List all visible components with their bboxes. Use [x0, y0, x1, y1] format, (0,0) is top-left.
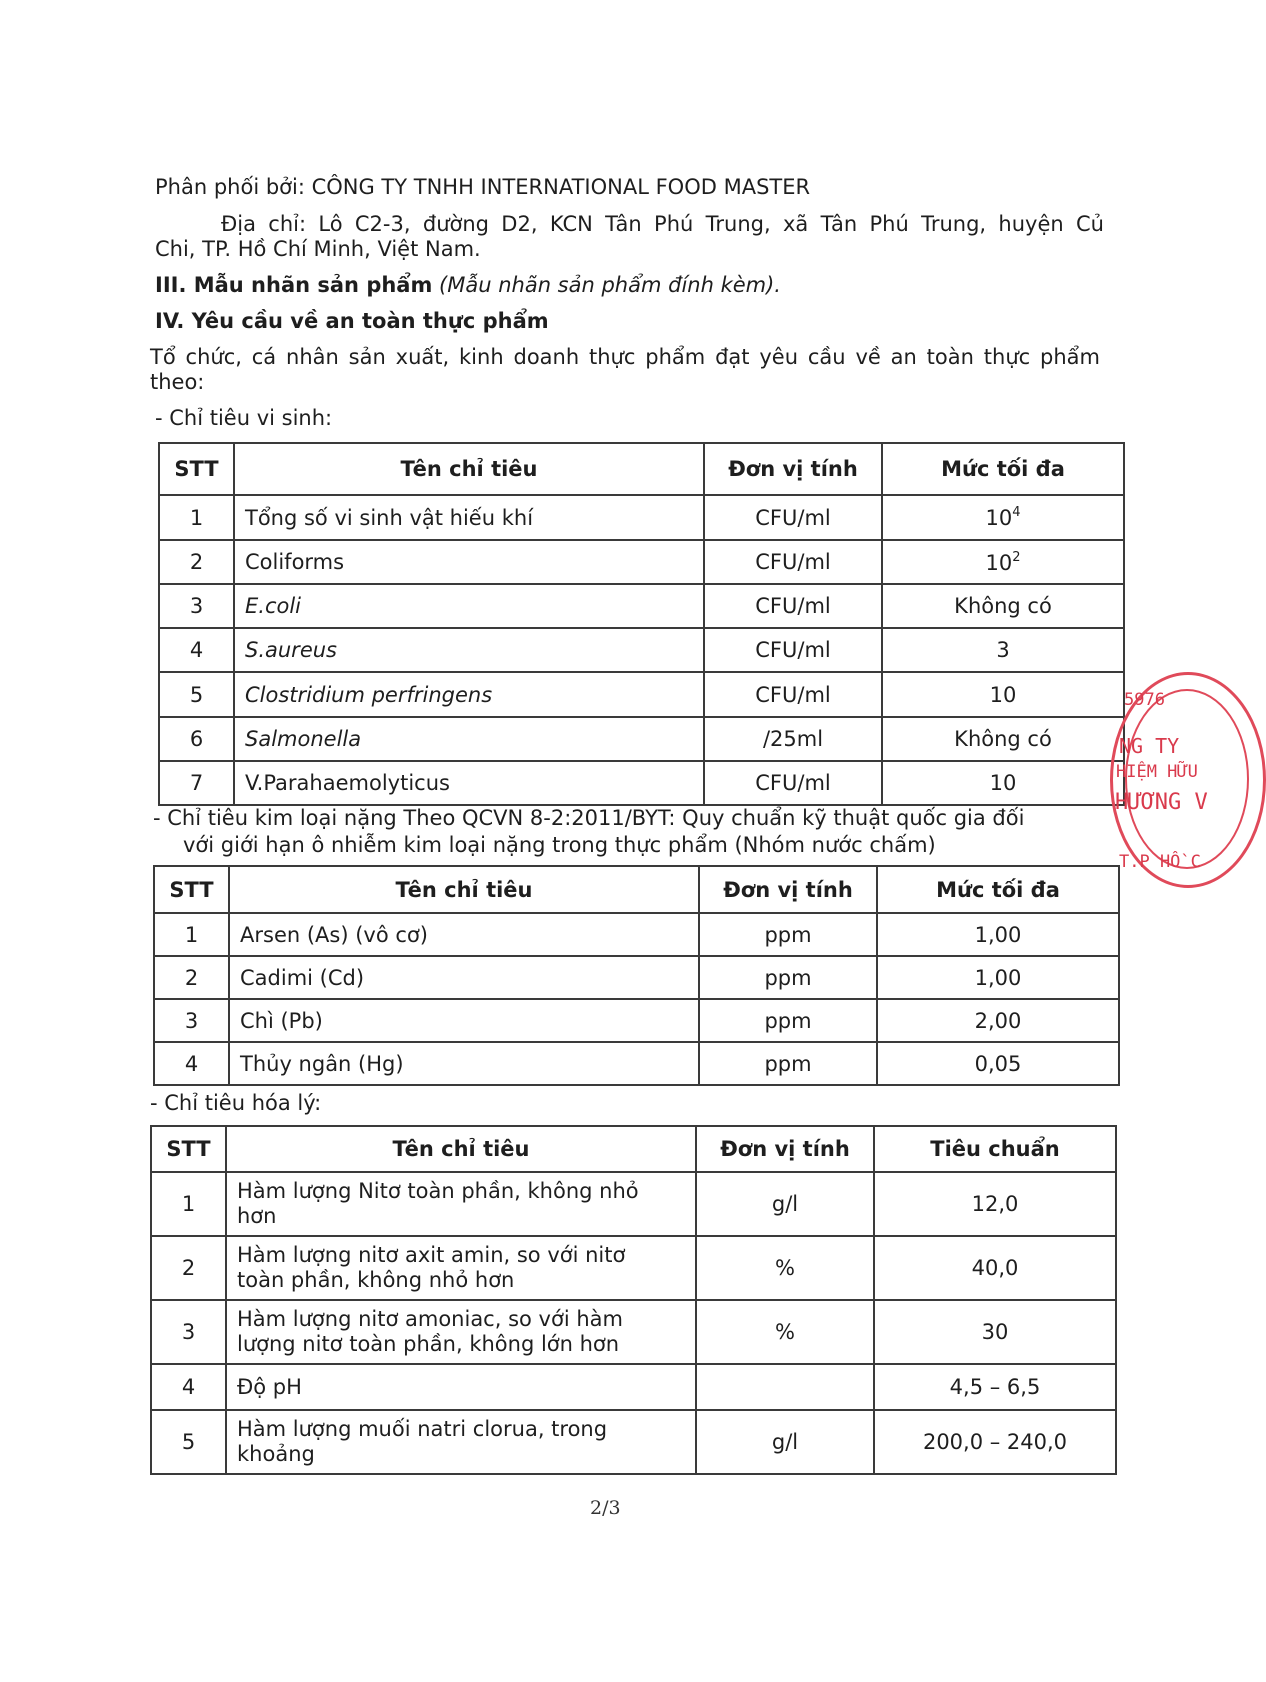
row-standard: 200,0 – 240,0 — [874, 1410, 1116, 1474]
distributor-address-line-2: Chi, TP. Hồ Chí Minh, Việt Nam. — [155, 237, 481, 261]
header-standard: Tiêu chuẩn — [874, 1126, 1116, 1172]
company-stamp — [1105, 668, 1208, 898]
table-row — [151, 1172, 1116, 1236]
row-unit: CFU/ml — [704, 761, 882, 805]
header-name: Tên chỉ tiêu — [234, 443, 704, 495]
stamp-text-line: NG TY — [1119, 734, 1180, 758]
table-row — [154, 999, 1119, 1042]
row-unit: CFU/ml — [704, 628, 882, 672]
distributor-address-line-1: Địa chỉ: Lô C2-3, đường D2, KCN Tân Phú Trung, xã Tân Phú Trung, huyện Củ — [221, 212, 1104, 236]
row-stt: 1 — [159, 495, 234, 540]
row-stt: 1 — [154, 913, 229, 956]
row-stt: 4 — [159, 628, 234, 672]
row-unit: g/l — [696, 1410, 874, 1474]
table-row — [159, 672, 1124, 717]
section-4-heading: IV. Yêu cầu về an toàn thực phẩm — [155, 309, 549, 333]
header-unit: Đơn vị tính — [699, 866, 877, 913]
row-unit: % — [696, 1300, 874, 1364]
distributor-line: Phân phối bởi: CÔNG TY TNHH INTERNATIONAL FOOD MASTER — [155, 175, 811, 199]
header-max: Mức tối đa — [877, 866, 1119, 913]
header-name: Tên chỉ tiêu — [229, 866, 699, 913]
micro-table — [158, 442, 1125, 806]
row-max — [882, 495, 1124, 540]
row-stt: 4 — [154, 1042, 229, 1085]
physchem-label: - Chỉ tiêu hóa lý: — [150, 1091, 322, 1115]
table-row — [159, 584, 1124, 628]
table-row — [154, 956, 1119, 999]
section-3-note: (Mẫu nhãn sản phẩm đính kèm). — [439, 273, 781, 297]
row-stt: 3 — [159, 584, 234, 628]
max-base: 10 — [985, 550, 1013, 575]
physchem-table — [150, 1125, 1117, 1475]
table-row — [151, 1236, 1116, 1300]
row-stt: 2 — [154, 956, 229, 999]
row-max: 3 — [882, 628, 1124, 672]
table-header-row — [154, 866, 1119, 913]
row-unit: CFU/ml — [704, 672, 882, 717]
table-row — [151, 1300, 1116, 1364]
row-standard: 40,0 — [874, 1236, 1116, 1300]
metals-table — [153, 865, 1120, 1086]
table-row — [154, 1042, 1119, 1085]
row-stt: 6 — [159, 717, 234, 761]
row-stt: 2 — [159, 540, 234, 584]
row-standard: 12,0 — [874, 1172, 1116, 1236]
row-name-line-2: khoảng — [237, 1442, 315, 1466]
row-name: E.coli — [234, 584, 704, 628]
row-stt: 2 — [151, 1236, 226, 1300]
metals-label-line-2: với giới hạn ô nhiễm kim loại nặng trong thực phẩm (Nhóm nước chấm) — [183, 833, 936, 857]
row-max: 1,00 — [877, 956, 1119, 999]
row-stt: 7 — [159, 761, 234, 805]
row-unit — [696, 1364, 874, 1410]
table-row — [159, 495, 1124, 540]
row-standard: 30 — [874, 1300, 1116, 1364]
header-name: Tên chỉ tiêu — [226, 1126, 696, 1172]
row-max: 10 — [882, 672, 1124, 717]
row-unit: ppm — [699, 1042, 877, 1085]
max-base: 10 — [985, 506, 1013, 530]
row-name-line-1: Hàm lượng muối natri clorua, trong — [237, 1417, 608, 1441]
row-max: Không có — [882, 584, 1124, 628]
table-row — [151, 1364, 1116, 1410]
table-row — [159, 628, 1124, 672]
row-name-line-1: Hàm lượng Nitơ toàn phần, không nhỏ — [237, 1179, 639, 1203]
section-3-heading-line — [155, 272, 781, 298]
row-max: 0,05 — [877, 1042, 1119, 1085]
row-max: Không có — [882, 717, 1124, 761]
row-name — [226, 1172, 696, 1236]
stamp-text-line: HƯƠNG V — [1115, 790, 1208, 815]
row-name: Chì (Pb) — [229, 999, 699, 1042]
micro-label: - Chỉ tiêu vi sinh: — [155, 406, 333, 430]
header-max: Mức tối đa — [882, 443, 1124, 495]
row-stt: 5 — [151, 1410, 226, 1474]
stamp-text-line: HIỆM HỮU — [1116, 762, 1198, 782]
row-stt: 3 — [154, 999, 229, 1042]
stamp-text-line: 5976 — [1124, 690, 1165, 710]
max-exponent: 4 — [1012, 505, 1021, 520]
row-name: Salmonella — [234, 717, 704, 761]
row-stt: 5 — [159, 672, 234, 717]
row-max: 10 — [882, 761, 1124, 805]
row-stt: 4 — [151, 1364, 226, 1410]
row-name: Cadimi (Cd) — [229, 956, 699, 999]
row-unit: CFU/ml — [704, 540, 882, 584]
row-name-line-2: lượng nitơ toàn phần, không lớn hơn — [237, 1332, 620, 1356]
table-header-row — [151, 1126, 1116, 1172]
row-name-line-2: toàn phần, không nhỏ hơn — [237, 1268, 515, 1292]
row-name — [226, 1410, 696, 1474]
row-max — [882, 540, 1124, 584]
row-name: Coliforms — [234, 540, 704, 584]
page-number: 2/3 — [590, 1497, 621, 1519]
table-row — [151, 1410, 1116, 1474]
header-unit: Đơn vị tính — [704, 443, 882, 495]
row-unit: ppm — [699, 956, 877, 999]
stamp-text-line: T.P HỒ C — [1119, 852, 1201, 872]
table-row — [159, 761, 1124, 805]
row-unit: % — [696, 1236, 874, 1300]
row-name: Arsen (As) (vô cơ) — [229, 913, 699, 956]
row-name — [226, 1236, 696, 1300]
section-4-intro-line-2: theo: — [150, 370, 205, 394]
table-row — [154, 913, 1119, 956]
row-name: V.Parahaemolyticus — [234, 761, 704, 805]
row-unit: ppm — [699, 999, 877, 1042]
row-name: S.aureus — [234, 628, 704, 672]
table-header-row — [159, 443, 1124, 495]
row-name — [226, 1300, 696, 1364]
header-stt: STT — [151, 1126, 226, 1172]
row-unit: CFU/ml — [704, 495, 882, 540]
max-exponent: 2 — [1012, 549, 1021, 565]
row-name: Clostridium perfringens — [234, 672, 704, 717]
row-unit: ppm — [699, 913, 877, 956]
header-unit: Đơn vị tính — [696, 1126, 874, 1172]
header-stt: STT — [154, 866, 229, 913]
row-name-line-2: hơn — [237, 1204, 277, 1228]
row-name-line-1: Hàm lượng nitơ axit amin, so với nitơ — [237, 1243, 626, 1267]
row-unit: g/l — [696, 1172, 874, 1236]
row-name: Độ pH — [226, 1364, 696, 1410]
row-max: 2,00 — [877, 999, 1119, 1042]
row-name-line-1: Hàm lượng nitơ amoniac, so với hàm — [237, 1307, 623, 1331]
row-name: Tổng số vi sinh vật hiếu khí — [234, 495, 704, 540]
row-stt: 3 — [151, 1300, 226, 1364]
metals-label-line-1: - Chỉ tiêu kim loại nặng Theo QCVN 8-2:2011/BYT: Quy chuẩn kỹ thuật quốc gia đối — [153, 806, 1025, 830]
row-standard: 4,5 – 6,5 — [874, 1364, 1116, 1410]
header-stt: STT — [159, 443, 234, 495]
row-name: Thủy ngân (Hg) — [229, 1042, 699, 1085]
row-stt: 1 — [151, 1172, 226, 1236]
section-4-intro-line-1: Tổ chức, cá nhân sản xuất, kinh doanh thực phẩm đạt yêu cầu về an toàn thực phẩm — [150, 345, 1100, 369]
row-unit: /25ml — [704, 717, 882, 761]
row-max: 1,00 — [877, 913, 1119, 956]
table-row — [159, 540, 1124, 584]
section-3-heading: III. Mẫu nhãn sản phẩm — [155, 273, 433, 297]
table-row — [159, 717, 1124, 761]
row-unit: CFU/ml — [704, 584, 882, 628]
